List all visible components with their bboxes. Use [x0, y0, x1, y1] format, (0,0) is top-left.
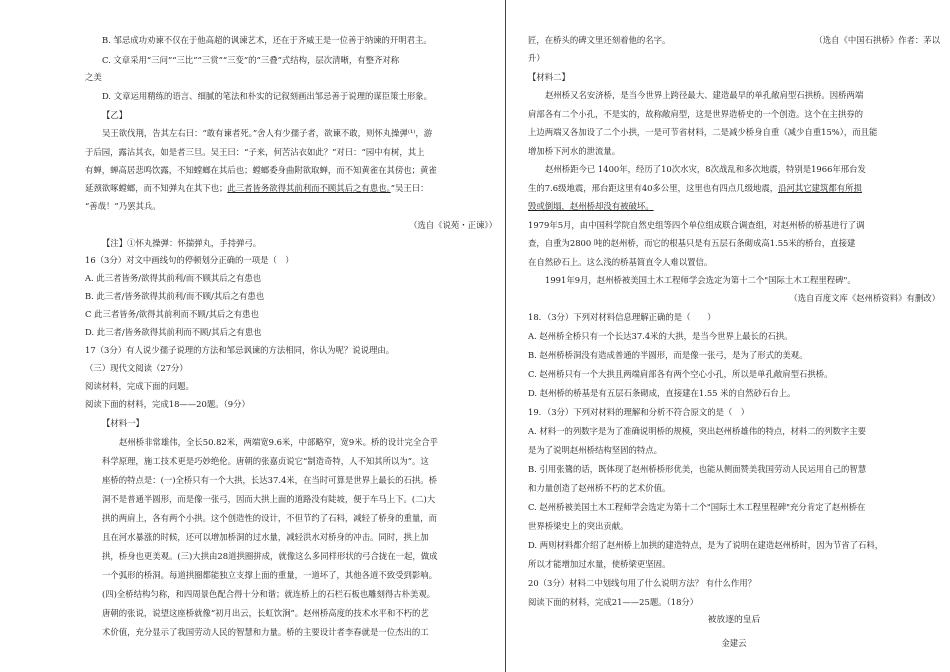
source-citation: （选自《中国石拱桥》作者：茅以 — [814, 35, 940, 45]
right-column — [528, 0, 940, 672]
material-2-text: 1991年9月，赵州桥被美国土木工程师学会选定为第十二个"国际土木工程里程碑"。 — [545, 275, 856, 285]
section-heading: （三）现代文阅读（27分） — [85, 363, 188, 373]
q18-option-a: A. 赵州桥全桥只有一个长达37.4米的大拱，是当今世界上最长的石拱。 — [528, 331, 793, 341]
material-1-text: 且在河水暴涨的时候，还可以增加桥洞的过水量，减轻洪水对桥身的冲击。同时，拱上加 — [102, 532, 429, 542]
material-2-text — [528, 200, 940, 212]
material-2-text: 肩部各有二个小孔，不是实的，故称敞肩型，这是世界造桥史的一个创造。这个在主拱券的 — [528, 109, 863, 119]
material-1-text: 一个弧形的桥洞。每道拱圈都能独立支撑上面的重量，一道坏了，其他各道不致受到影响。 — [102, 570, 437, 580]
material-2-segment: 生的7.6级地震，邢台距这里有40多公里，这里也有四点几级地震， — [528, 183, 779, 193]
material-1-text: 洞不是普通半圆形，而是像一张弓，因而大拱上面的道路没有陡坡，便于车马上下。(二)大 — [102, 494, 436, 504]
source-citation: （选自《说苑・正谏》） — [409, 220, 497, 230]
material-1-text: 唐朝的张说，说望这座桥就像“初月出云，长虹饮涧”。赵州桥高度的技术水平和不朽的艺 — [102, 608, 429, 618]
material-1-text-cont: 匠，在桥头的碑文里还刻着他的名字。 — [528, 35, 671, 45]
q19-option-b: B. 引用张鷟的话，既体现了赵州桥桥形优美，也能从侧面赞美我国劳动人民运用自己的智慧 — [528, 464, 867, 474]
q18-option-b: B. 赵州桥桥洞没有造成普通的半圆形，而是像一张弓，是为了形式的美观。 — [528, 350, 808, 360]
question-19: 19．（3分）下列对材料的理解和分析不符合原文的是（ ） — [528, 407, 750, 417]
underlined-sentence: 此三者皆务欲得其前利而不顾其后之有患也。 — [227, 183, 391, 193]
column-divider — [505, 0, 506, 672]
material-2-text: 增加桥下河水的泄流量。 — [528, 146, 621, 156]
material-2-text: 在自然砂石上。这么浅的桥基简直令人难以置信。 — [528, 257, 713, 267]
q18-option-d: D. 赵州桥的桥基是有五层石条砌成，直接建在1.55 米的自然砂石台上。 — [528, 388, 796, 398]
material-1-text: (四)全桥结构匀称，和四周景色配合得十分和谐；就连桥上的石栏石板也雕刻得古朴美观。 — [102, 589, 436, 599]
material-1-text: 科学原理，施工技术更是巧妙绝伦。唐朝的张嘉贞说它“制造奇特，人不知其所以为”。这 — [102, 456, 429, 466]
source-citation-cont: 升） — [528, 53, 545, 63]
yi-text-line: 吴王欲伐荆，告其左右曰：“敢有谏者死。”舍人有少孺子者，欲谏不敢，则怀丸操弹⁽¹⁾，游 — [102, 128, 433, 138]
q19-option-c-cont: 世界桥梁史上的突出贡献。 — [528, 521, 629, 531]
option-b-line: B. 邹忌成功劝谏不仅在于他高超的讽谏艺术，还在于齐威王是一位善于纳谏的开明君主。 — [102, 35, 432, 45]
q19-option-b-cont: 和力量创造了赵州桥不朽的艺术价值。 — [528, 483, 671, 493]
option-d-line: D. 文章运用精练的语言、细腻的笔法和朴实的记叙刻画出邹忌善于说理的谋臣策士形象。 — [102, 91, 432, 101]
q16-option-a: A. 此三者皆务/欲得其前利/而不顾其后之有患也 — [85, 273, 262, 283]
material-2-label: 【材料二】 — [528, 72, 570, 82]
option-c-line-cont: 之美 — [85, 72, 102, 82]
yi-text-segment: 延颈欲啄螳螂，而不知弹丸在其下也； — [85, 183, 228, 193]
material-2-text: 赵州桥又名安济桥，是当今世界上跨径最大、建造最早的单孔敞肩型石拱桥。因桥两端 — [545, 90, 864, 100]
material-2-text — [528, 182, 940, 194]
q19-option-a: A. 材料一的列数字是为了准确说明桥的规模，突出赵州桥雄伟的特点，材料二的列数字主要 — [528, 426, 866, 436]
q16-option-b: B. 此三者/皆务欲得其前利/而不顾/其后之有患也 — [85, 291, 265, 301]
question-17: 17（3分）有人说少孺子说理的方法和邹忌讽谏的方法相同，你认为呢？说说理由。 — [85, 345, 395, 355]
story-title: 被放逐的皇后 — [707, 615, 761, 625]
yi-text-line: “善哉！”乃罢其兵。 — [85, 201, 161, 211]
material-1-text: 术价值，充分显示了我国劳动人民的智慧和力量。桥的主要设计者李春就是一位杰出的工 — [102, 627, 429, 637]
annotation-note: 【注】①怀丸操弹：怀揣弹丸，手持弹弓。 — [102, 238, 262, 248]
underlined-sentence: 沿河其它建筑都有所损 — [778, 183, 862, 193]
material-2-text: 1979年5月，由中国科学院自然史组等四个单位组成联合调查组，对赵州桥的桥基进行了调 — [528, 220, 865, 230]
q19-option-d-cont: 所以才能增加过水量，使桥梁更坚固。 — [528, 559, 671, 569]
q16-option-c: C 此三者皆务/欲得其前利而不顾/其后之有患也 — [85, 309, 259, 319]
q16-option-d: D. 此三者/皆务欲得其前利而不顾/其后之有患也 — [85, 327, 262, 337]
material-2-text: 上边两端又各加设了二个小拱，一是可节省材料，二是减少桥身自重（减少自重15%），而且能 — [528, 127, 878, 137]
section-yi-label: 【乙】 — [102, 110, 128, 120]
underlined-sentence-cont: 毁或倒塌，赵州桥却没有被破坏。 — [528, 201, 654, 211]
material-1-label: 【材料一】 — [102, 418, 144, 428]
question-20: 20（3分）材料二中划线句用了什么说明方法？ 有什么作用？ — [528, 578, 757, 588]
instruction-line: 阅读下面的材料，完成18——20题。（9分） — [85, 399, 250, 409]
instruction-line: 阅读下面的材料，完成21——25题。（18分） — [528, 597, 699, 607]
material-1-text: 拱，桥身也更美观。(三)大拱由28道拱圈拼成，就像这么多同样形状的弓合拢在一起，做成 — [102, 551, 438, 561]
yi-text-line — [85, 182, 497, 194]
q18-option-c: C. 赵州桥只有一个大拱且两端肩部各有两个空心小孔，所以是单孔敞肩型石拱桥。 — [528, 369, 833, 379]
q19-option-d: D. 两则材料都介绍了赵州桥上加拱的建造特点，是为了说明在建造赵州桥时，因为节省了石料， — [528, 540, 884, 550]
option-c-line: C. 文章采用“三问”“三比”“三赏”“三变”的“三叠”式结构，层次清晰，有整齐对称 — [102, 55, 400, 65]
q19-option-a-cont: 是为了说明赵州桥结构坚固的特点。 — [528, 445, 662, 455]
story-author: 金建云 — [721, 638, 747, 648]
source-citation: （选自百度文库《赵州桥资料》有删改） — [789, 293, 940, 303]
q19-option-c: C. 赵州桥被美国土木工程师学会选定为第十二个"国际土木工程里程碑"充分肯定了赵州桥在 — [528, 502, 866, 512]
material-1-text: 拱的两肩上，各有两个小拱。这个创造性的设计，不但节约了石料，减轻了桥身的重量，而 — [102, 513, 437, 523]
yi-text-segment: ”吴王曰： — [390, 183, 429, 193]
question-16: 16（3分）对文中画线句的停顿划分正确的一项是（ ） — [85, 255, 294, 265]
material-1-text: 赵州桥非常雄伟，全长50.82米，两端宽9.6米，中部略窄，宽9米。桥的设计完全合乎 — [119, 437, 438, 447]
yi-text-line: 于后园，露沾其衣，如是者三旦。吴王曰：“子来，何苦沾衣如此？”对曰：“园中有树，其上 — [85, 147, 425, 157]
question-18: 18．（3分）下列对材料信息理解正确的是（ ） — [528, 312, 716, 322]
left-column — [85, 0, 497, 672]
material-1-text: 座桥的特点是：(一)全桥只有一个大拱，长达37.4米，在当时可算是世界上最长的石拱。桥 — [102, 475, 438, 485]
instruction-line: 阅读材料，完成下面的问题。 — [85, 381, 194, 391]
yi-text-line: 有蝉，蝉高居悲鸣饮露，不知螳螂在其后也；螳螂委身曲附欲取蝉，而不知黄雀在其傍也；黄雀 — [85, 165, 437, 175]
material-2-text: 赵州桥距今已 1400年，经历了10次水灾，8次战乱和多次地震，特别是1966年邢台发 — [545, 164, 866, 174]
material-2-text: 查，自重为2800 吨的赵州桥，而它的根基只是有五层石条砌成高1.55米的桥台，直接建 — [528, 238, 856, 248]
